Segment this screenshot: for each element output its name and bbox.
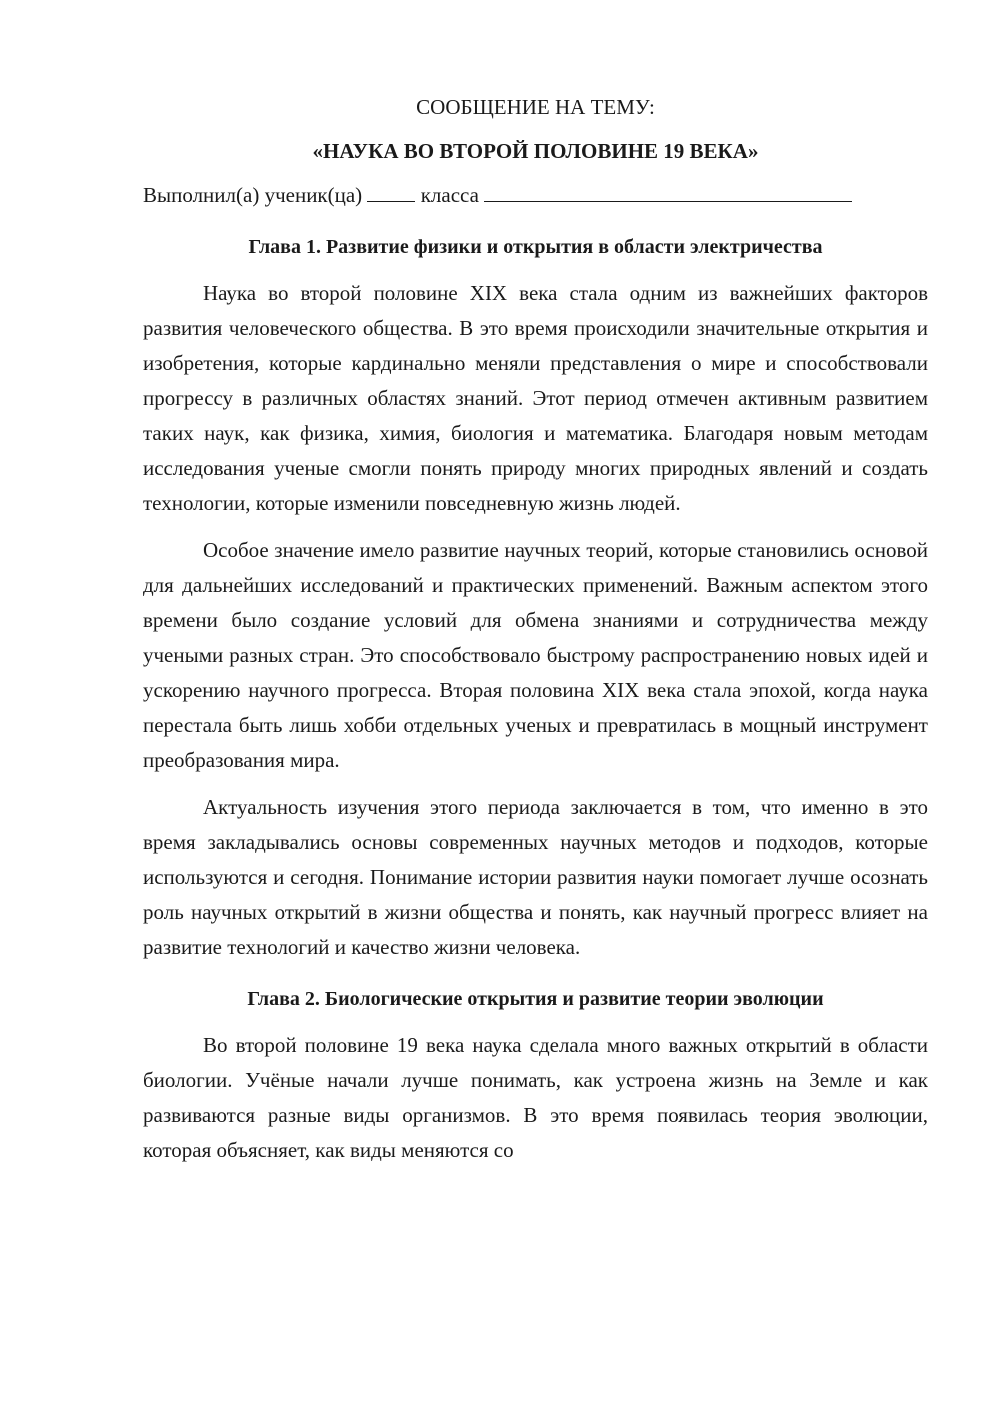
author-line (143, 180, 928, 210)
chapter-1-paragraph: Наука во второй половине XIX века стала одним из важнейших факторов развития человеческого общества. В это время происходили значительные открытия и изобретения, которые кардинально меняли представления о мире и способствовали прогрессу в различных областях знаний. Этот период отмечен активным развитием таких наук, как физика, химия, биология и математика. Благодаря новым методам исследования ученые смогли понять природу многих природных явлений и создать технологии, которые изменили повседневную жизнь людей. (143, 281, 928, 515)
chapter-1-paragraph: Особое значение имело развитие научных теорий, которые становились основой для дальнейших исследований и практических применений. Важным аспектом этого времени было создание условий для обмена знаниями и сотрудничества между учеными разных стран. Это способствовало быстрому распространению новых идей и ускорению научного прогресса. Вторая половина XIX века стала эпохой, когда наука перестала быть лишь хобби отдельных ученых и превратилась в мощный инструмент преобразования мира. (143, 538, 928, 772)
chapter-1-paragraph: Актуальность изучения этого периода заключается в том, что именно в это время закладывались основы современных научных методов и подходов, которые используются и сегодня. Понимание истории развития науки помогает лучше осознать роль научных открытий в жизни общества и понять, как научный прогресс влияет на развитие технологий и качество жизни человека. (143, 795, 928, 959)
chapter-1-heading: Глава 1. Развитие физики и открытия в области электричества (248, 236, 823, 258)
class-number-blank (367, 182, 415, 202)
document-title: СООБЩЕНИЕ НА ТЕМУ: (416, 95, 655, 119)
document-subtitle: «НАУКА ВО ВТОРОЙ ПОЛОВИНЕ 19 ВЕКА» (312, 139, 759, 163)
document-page (143, 92, 928, 1168)
class-label: класса (420, 183, 479, 207)
chapter-2-heading: Глава 2. Биологические открытия и развитие теории эволюции (247, 988, 824, 1010)
chapter-2-paragraph: Во второй половине 19 века наука сделала много важных открытий в области биологии. Учёные начали лучше понимать, как устроена жизнь на Земле и как развиваются разные виды организмов. В это время появилась теория эволюции, которая объясняет, как виды меняются со (143, 1033, 928, 1162)
author-prefix: Выполнил(а) ученик(ца) (143, 183, 363, 207)
student-name-blank (484, 182, 852, 202)
